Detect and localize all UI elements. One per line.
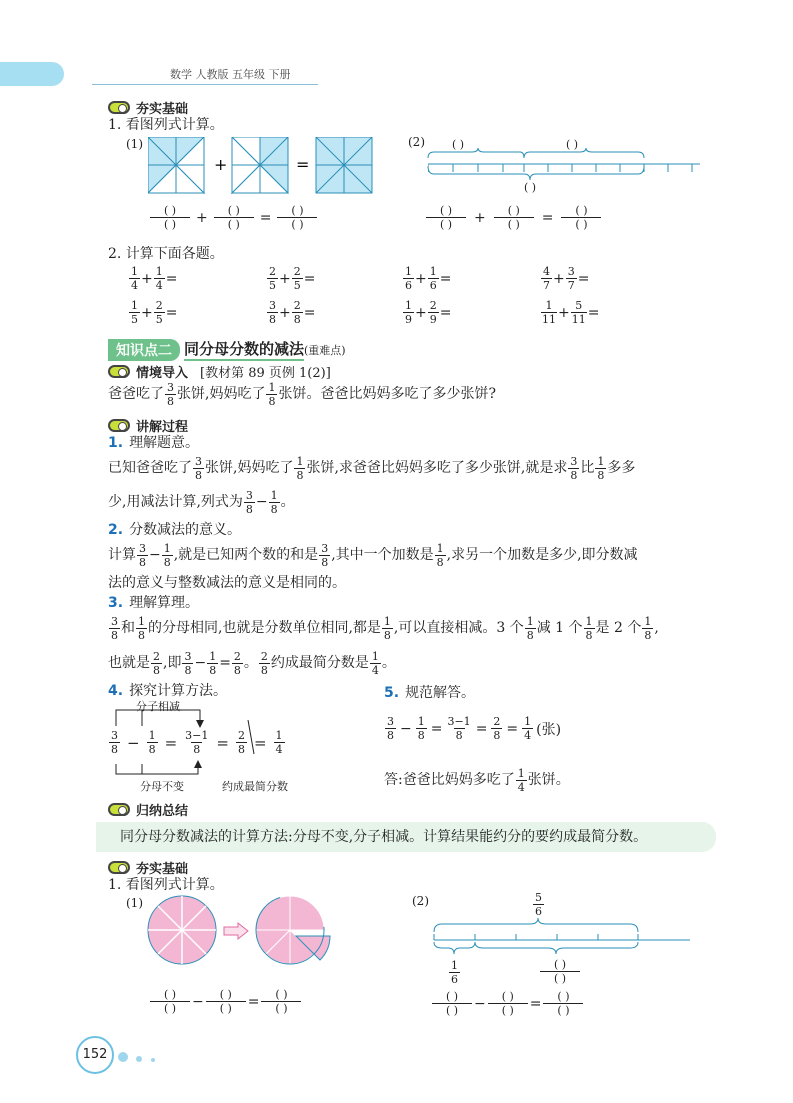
step-5-title: 5. 规范解答。 <box>384 685 476 701</box>
question-2: 2. 计算下面各题。 <box>108 246 224 262</box>
section-title: 夯实基础 <box>136 102 189 117</box>
section-solid-basics-1 <box>108 98 188 117</box>
part-1-label: (1) <box>126 137 143 151</box>
answer-blanks-3: ( ) ( ) − ( ) ( ) = ( ) ( ) <box>150 988 301 1015</box>
step-4-diagram: 分子相减 3 8 − $\frac{1}{8}$ = $\frac{3-1}{8}$ = $\frac{2}{8}$ = $\frac{1}{4}$ 分母不变 约成最简分数 <box>104 698 324 794</box>
step-3-text-2: 也就是 2 8 ,即 3 8 − $\frac{1}{8}$ = $\frac{2}{8}$ 。 2 8 约成最简分数是 1 4 。 <box>108 650 396 677</box>
square-3 <box>316 137 372 193</box>
square-1 <box>148 137 204 193</box>
header-subtitle: 数学 人教版 五年级 下册 <box>170 68 291 81</box>
knowledge-point-badge: 知识点二 <box>108 339 180 361</box>
answer-blanks-1: ( ) ( ) + ( ) ( ) = ( ) ( ) <box>150 204 317 231</box>
brace-label-right: ( ) <box>566 138 579 151</box>
step-2-text: 计算 3 8 − $\frac{1}{8}$ ,就是已知两个数的和是 3 8 ,其中一个加数是 1 8 ,求另一个加数是多少,即分数减 <box>108 542 638 569</box>
question-1-b: 1. 看图列式计算。 <box>108 877 224 893</box>
intro-problem: 爸爸吃了 3 8 张饼,妈妈吃了 1 8 张饼。爸爸比妈妈多吃了多少张饼? <box>108 381 496 408</box>
brace-label-left: ( ) <box>452 138 465 151</box>
header-rule <box>92 84 318 85</box>
page-number: 152 <box>76 1036 114 1074</box>
segment-fraction-label: 1 6 <box>451 959 458 986</box>
knowledge-point-title: 同分母分数的减法 <box>184 338 304 361</box>
octant-squares-figure <box>148 137 378 197</box>
explain-heading: 讲解过程 <box>108 416 188 435</box>
step-5-answer: 答:爸爸比妈妈多吃了 1 4 张饼。 <box>384 767 570 794</box>
step-2-title: 2. 分数减法的意义。 <box>108 522 242 538</box>
step-1-title: 1. 理解题意。 <box>108 435 200 451</box>
calc-grid <box>128 266 608 334</box>
calc-item: 1 6 + $\frac{1}{6}$ = <box>405 265 452 292</box>
summary-heading: 归纳总结 <box>108 800 188 819</box>
part-2-label: (2) <box>408 135 425 149</box>
header-tab <box>0 62 64 86</box>
equals-sign: = <box>296 155 310 174</box>
textbook-ref: [教材第 89 页例 1(2)] <box>200 366 331 381</box>
step-2-text-2: 法的意义与整数减法的意义是相同的。 <box>108 575 346 591</box>
part-2-label-b: (2) <box>412 894 429 908</box>
calc-item: 3 8 + $\frac{2}{8}$ = <box>269 299 316 326</box>
section-solid-basics-2: 夯实基础 <box>108 858 188 877</box>
section-pill-icon <box>108 101 130 114</box>
calc-item: 1 5 + $\frac{2}{5}$ = <box>131 299 178 326</box>
step-1-text: 已知爸爸吃了 3 8 张饼,妈妈吃了 1 8 张饼,求爸爸比妈妈多吃了多少张饼,就是求 3 8 比 1 8 多多 <box>108 455 636 482</box>
number-line-figure-2 <box>430 918 694 958</box>
calc-item: 1 11 + $\frac{5}{11}$ = <box>542 299 600 326</box>
step-5-solution: 3 8 − $\frac{1}{8}$ = $\frac{3-1}{8}$ = $\frac{2}{8}$ = $\frac{1}{4}$ (张) <box>387 715 562 742</box>
step-1-text-2: 少,用减法计算,列式为 3 8 − $\frac{1}{8}$ 。 <box>108 489 295 516</box>
difficulty-tag: (重难点) <box>304 343 346 357</box>
number-line-ticks <box>428 160 698 168</box>
pie-cut <box>256 896 330 964</box>
square-2 <box>232 137 288 193</box>
step-4-title: 4. 探究计算方法。 <box>108 683 228 699</box>
calc-item: 1 9 + $\frac{2}{9}$ = <box>405 299 452 326</box>
intro-heading: 情境导入 [教材第 89 页例 1(2)] <box>108 362 331 381</box>
pie-figure <box>146 893 336 973</box>
arrow-right-icon <box>224 923 248 939</box>
segment-blank: ( ) ( ) <box>540 958 580 985</box>
part-1-label-b: (1) <box>126 896 143 910</box>
step-3-text: 3 8 和 1 8 的分母相同,也就是分数单位相同,都是 1 8 ,可以直接相减。3 个 1 8 减 1 个 1 8 是 2 个 1 8 , <box>111 615 659 642</box>
calc-item: 1 4 + $\frac{1}{4}$ = <box>131 265 178 292</box>
footer-dots <box>118 1050 155 1066</box>
answer-blanks-2: ( ) ( ) + ( ) ( ) = ( ) ( ) <box>426 204 601 231</box>
calc-item: 2 5 + $\frac{2}{5}$ = <box>269 265 316 292</box>
knowledge-point-heading <box>108 338 346 361</box>
plus-sign: + <box>214 155 228 174</box>
summary-text: 同分母分数减法的计算方法:分母不变,分子相减。计算结果能约分的要约成最简分数。 <box>120 829 648 845</box>
calc-item: 4 7 + $\frac{3}{7}$ = <box>543 265 590 292</box>
answer-blanks-4: ( ) ( ) − ( ) ( ) = ( ) ( ) <box>432 990 583 1017</box>
brace-label-bottom: ( ) <box>524 181 537 194</box>
step-3-title: 3. 理解算理。 <box>108 595 200 611</box>
question-1: 1. 看图列式计算。 <box>108 117 224 133</box>
pie-full <box>148 896 216 964</box>
total-fraction-label: 5 6 <box>535 891 542 918</box>
